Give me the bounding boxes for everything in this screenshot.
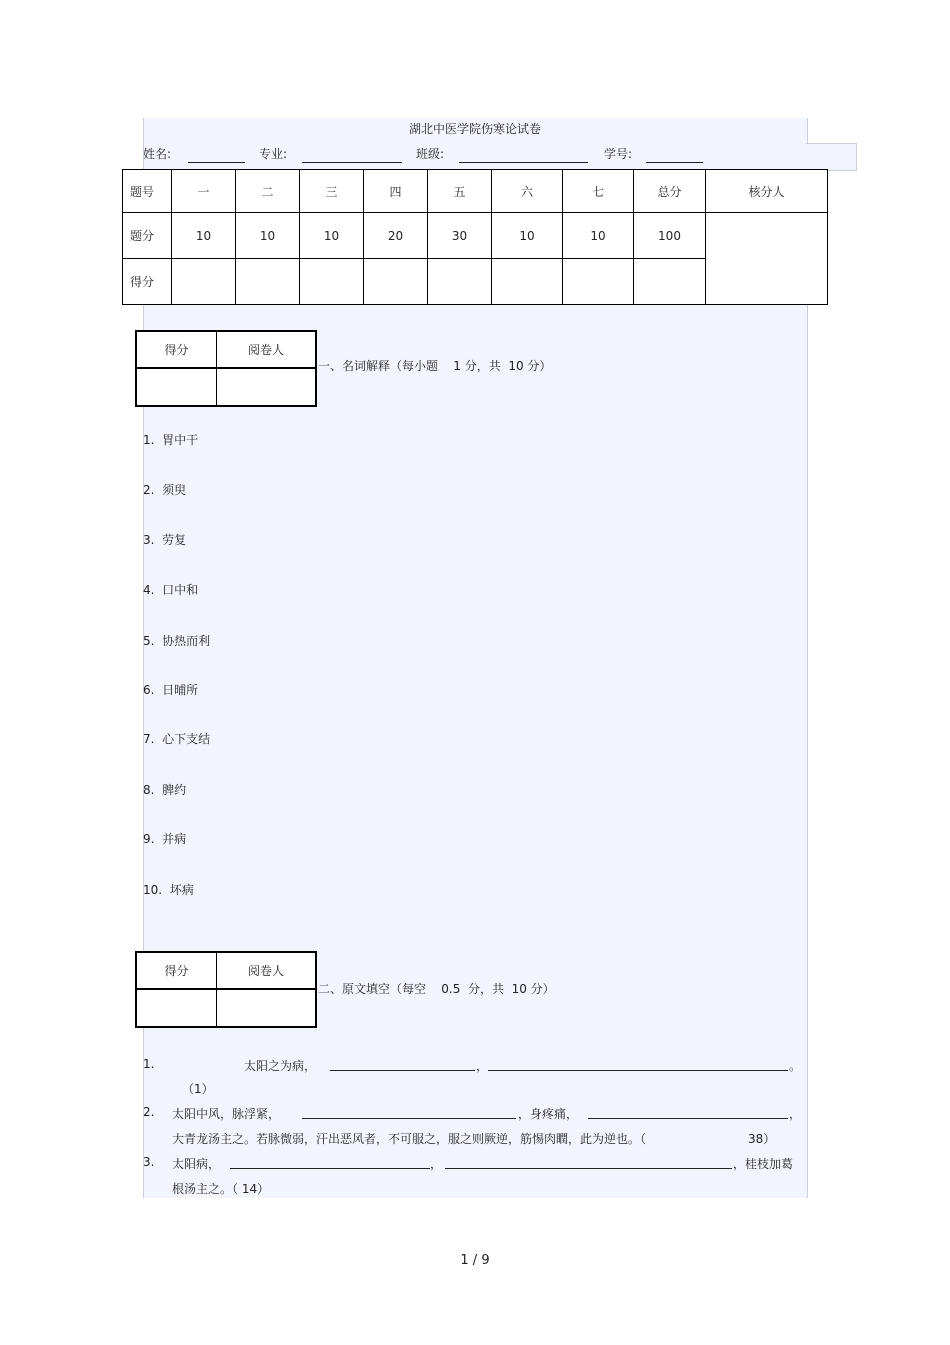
col-header-6: 六 — [492, 170, 563, 213]
q1-text: 太阳之为病， — [244, 1059, 317, 1073]
score-cell[interactable] — [172, 259, 236, 305]
score-cell[interactable] — [236, 259, 300, 305]
q2-blank-1[interactable] — [302, 1118, 516, 1119]
q3-blank-2[interactable] — [445, 1168, 732, 1169]
row-label-points: 题分 — [123, 213, 172, 259]
page-number: 1 / 9 — [460, 1253, 490, 1268]
checker-cell[interactable] — [706, 213, 828, 305]
grader-score-cell[interactable] — [136, 989, 217, 1027]
points-cell: 10 — [563, 213, 634, 259]
col-header-4: 四 — [364, 170, 428, 213]
student-id-label: 学号: — [604, 147, 633, 161]
score-cell[interactable] — [492, 259, 563, 305]
points-cell: 10 — [492, 213, 563, 259]
major-underline[interactable] — [302, 162, 402, 163]
score-table — [122, 169, 828, 305]
grader-reviewer-cell[interactable] — [217, 368, 317, 406]
q2-number: 2. — [143, 1105, 155, 1119]
score-cell[interactable] — [364, 259, 428, 305]
q3-comma: ， — [430, 1157, 443, 1171]
col-header-3: 三 — [300, 170, 364, 213]
score-cell[interactable] — [428, 259, 492, 305]
q3-line2: 根汤主之。（ 14） — [172, 1182, 270, 1196]
major-label: 专业: — [259, 147, 288, 161]
term-item: 10. 坏病 — [143, 883, 194, 897]
q2-end: ， — [789, 1107, 802, 1121]
q2-line2: 大青龙汤主之。若脉微弱，汗出恶风者，不可服之，服之则厥逆，筋惕肉瞤，此为逆也。（ — [172, 1132, 647, 1146]
q2-mid: ，身疼痛， — [518, 1107, 579, 1121]
section2-title: 二、原文填空（每空 0.5 分，共 10 分） — [318, 982, 555, 996]
q3-end: ，桂枝加葛 — [733, 1157, 794, 1171]
points-cell: 20 — [364, 213, 428, 259]
q1-ref: （1） — [182, 1082, 214, 1096]
q1-comma: ， — [476, 1059, 489, 1073]
points-cell: 10 — [236, 213, 300, 259]
points-cell: 10 — [172, 213, 236, 259]
q1-blank-1[interactable] — [330, 1070, 475, 1071]
grader-reviewer-label: 阅卷人 — [217, 952, 317, 989]
term-item: 4. 口中和 — [143, 583, 199, 597]
points-cell-total: 100 — [634, 213, 706, 259]
q1-blank-2[interactable] — [488, 1070, 788, 1071]
name-label: 姓名: — [143, 147, 172, 161]
grader-score-label: 得分 — [136, 331, 217, 368]
row-label-question-number: 题号 — [123, 170, 172, 213]
grader-score-label: 得分 — [136, 952, 217, 989]
col-header-7: 七 — [563, 170, 634, 213]
class-label: 班级: — [416, 147, 445, 161]
term-item: 2. 须臾 — [143, 483, 187, 497]
points-cell: 10 — [300, 213, 364, 259]
q3-number: 3. — [143, 1155, 155, 1169]
q3-text: 太阳病， — [172, 1157, 221, 1171]
term-item: 1. 胃中干 — [143, 433, 199, 447]
score-cell[interactable] — [563, 259, 634, 305]
points-cell: 30 — [428, 213, 492, 259]
q1-end: 。 — [789, 1059, 802, 1073]
term-item: 5. 协热而利 — [143, 634, 211, 648]
term-item: 6. 日晡所 — [143, 683, 199, 697]
row-label-score: 得分 — [123, 259, 172, 305]
col-header-5: 五 — [428, 170, 492, 213]
score-cell-total[interactable] — [634, 259, 706, 305]
term-item: 9. 并病 — [143, 832, 187, 846]
q1-number: 1. — [143, 1057, 155, 1071]
col-header-total: 总分 — [634, 170, 706, 213]
q2-text: 太阳中风，脉浮紧， — [172, 1107, 281, 1121]
col-header-1: 一 — [172, 170, 236, 213]
class-underline[interactable] — [459, 162, 588, 163]
q3-blank-1[interactable] — [230, 1168, 430, 1169]
term-item: 8. 脾约 — [143, 783, 187, 797]
score-cell[interactable] — [300, 259, 364, 305]
col-header-2: 二 — [236, 170, 300, 213]
term-item: 7. 心下支结 — [143, 732, 211, 746]
term-item: 3. 劳复 — [143, 533, 187, 547]
name-underline[interactable] — [188, 162, 245, 163]
section2-grader-box — [135, 951, 317, 1028]
q2-blank-2[interactable] — [588, 1118, 788, 1119]
q2-ref: 38） — [748, 1132, 776, 1146]
page-title: 湖北中医学院伤寒论试卷 — [408, 122, 541, 136]
grader-reviewer-label: 阅卷人 — [217, 331, 317, 368]
panel-extension — [806, 143, 857, 171]
section1-title: 一、名词解释（每小题 1 分，共 10 分） — [318, 359, 552, 373]
section1-grader-box — [135, 330, 317, 407]
grader-reviewer-cell[interactable] — [217, 989, 317, 1027]
student-id-underline[interactable] — [646, 162, 703, 163]
col-header-checker: 核分人 — [706, 170, 828, 213]
grader-score-cell[interactable] — [136, 368, 217, 406]
